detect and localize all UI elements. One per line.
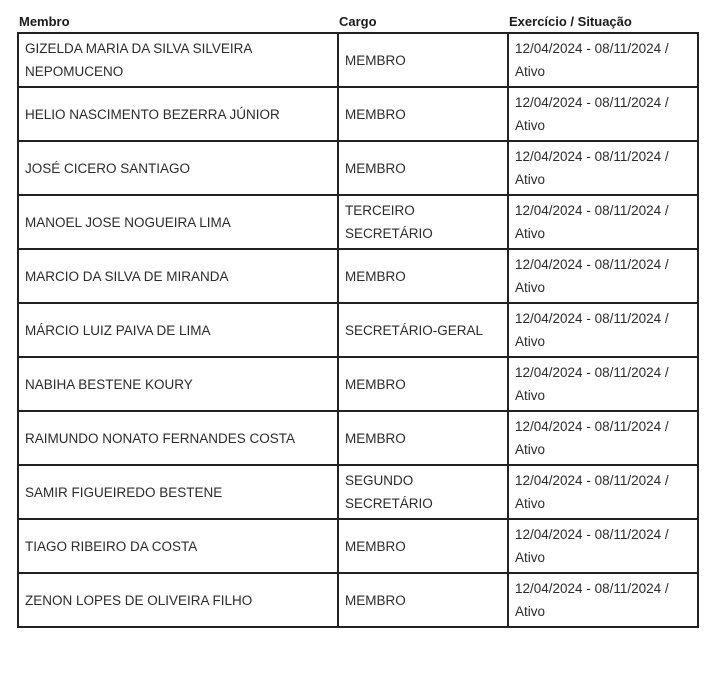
cell-membro: ZENON LOPES DE OLIVEIRA FILHO bbox=[18, 573, 338, 627]
cell-cargo: SECRETÁRIO-GERAL bbox=[338, 303, 508, 357]
table-row bbox=[18, 195, 698, 249]
cell-cargo: MEMBRO bbox=[338, 141, 508, 195]
cell-cargo: MEMBRO bbox=[338, 411, 508, 465]
table-row bbox=[18, 465, 698, 519]
cell-exercicio: 12/04/2024 - 08/11/2024 / Ativo bbox=[508, 357, 698, 411]
cell-membro: TIAGO RIBEIRO DA COSTA bbox=[18, 519, 338, 573]
table-row bbox=[18, 357, 698, 411]
table-row bbox=[18, 303, 698, 357]
cell-cargo: MEMBRO bbox=[338, 249, 508, 303]
cell-membro: MANOEL JOSE NOGUEIRA LIMA bbox=[18, 195, 338, 249]
cell-exercicio: 12/04/2024 - 08/11/2024 / Ativo bbox=[508, 573, 698, 627]
cell-membro: RAIMUNDO NONATO FERNANDES COSTA bbox=[18, 411, 338, 465]
members-table bbox=[17, 11, 699, 628]
cell-exercicio: 12/04/2024 - 08/11/2024 / Ativo bbox=[508, 249, 698, 303]
cell-membro: MÁRCIO LUIZ PAIVA DE LIMA bbox=[18, 303, 338, 357]
cell-cargo: MEMBRO bbox=[338, 357, 508, 411]
header-row bbox=[18, 11, 698, 33]
cell-exercicio: 12/04/2024 - 08/11/2024 / Ativo bbox=[508, 411, 698, 465]
cell-cargo: TERCEIRO SECRETÁRIO bbox=[338, 195, 508, 249]
header-cargo: Cargo bbox=[339, 14, 377, 29]
cell-membro: JOSÉ CICERO SANTIAGO bbox=[18, 141, 338, 195]
cell-exercicio: 12/04/2024 - 08/11/2024 / Ativo bbox=[508, 465, 698, 519]
cell-membro: SAMIR FIGUEIREDO BESTENE bbox=[18, 465, 338, 519]
cell-cargo: MEMBRO bbox=[338, 87, 508, 141]
cell-exercicio: 12/04/2024 - 08/11/2024 / Ativo bbox=[508, 141, 698, 195]
cell-cargo: MEMBRO bbox=[338, 573, 508, 627]
table-row bbox=[18, 519, 698, 573]
cell-exercicio: 12/04/2024 - 08/11/2024 / Ativo bbox=[508, 33, 698, 87]
cell-exercicio: 12/04/2024 - 08/11/2024 / Ativo bbox=[508, 519, 698, 573]
cell-cargo: MEMBRO bbox=[338, 519, 508, 573]
table-row bbox=[18, 141, 698, 195]
header-membro: Membro bbox=[19, 14, 70, 29]
cell-exercicio: 12/04/2024 - 08/11/2024 / Ativo bbox=[508, 87, 698, 141]
cell-membro: MARCIO DA SILVA DE MIRANDA bbox=[18, 249, 338, 303]
cell-cargo: SEGUNDO SECRETÁRIO bbox=[338, 465, 508, 519]
table-body bbox=[18, 33, 698, 627]
table-row bbox=[18, 573, 698, 627]
cell-cargo: MEMBRO bbox=[338, 33, 508, 87]
table-row bbox=[18, 249, 698, 303]
table-header bbox=[18, 11, 698, 33]
table-row bbox=[18, 411, 698, 465]
cell-membro: HELIO NASCIMENTO BEZERRA JÚNIOR bbox=[18, 87, 338, 141]
header-exercicio-situacao: Exercício / Situação bbox=[509, 14, 632, 29]
cell-exercicio: 12/04/2024 - 08/11/2024 / Ativo bbox=[508, 303, 698, 357]
table-row bbox=[18, 33, 698, 87]
cell-membro: NABIHA BESTENE KOURY bbox=[18, 357, 338, 411]
table-row bbox=[18, 87, 698, 141]
cell-membro: GIZELDA MARIA DA SILVA SILVEIRA NEPOMUCENO bbox=[18, 33, 338, 87]
cell-exercicio: 12/04/2024 - 08/11/2024 / Ativo bbox=[508, 195, 698, 249]
